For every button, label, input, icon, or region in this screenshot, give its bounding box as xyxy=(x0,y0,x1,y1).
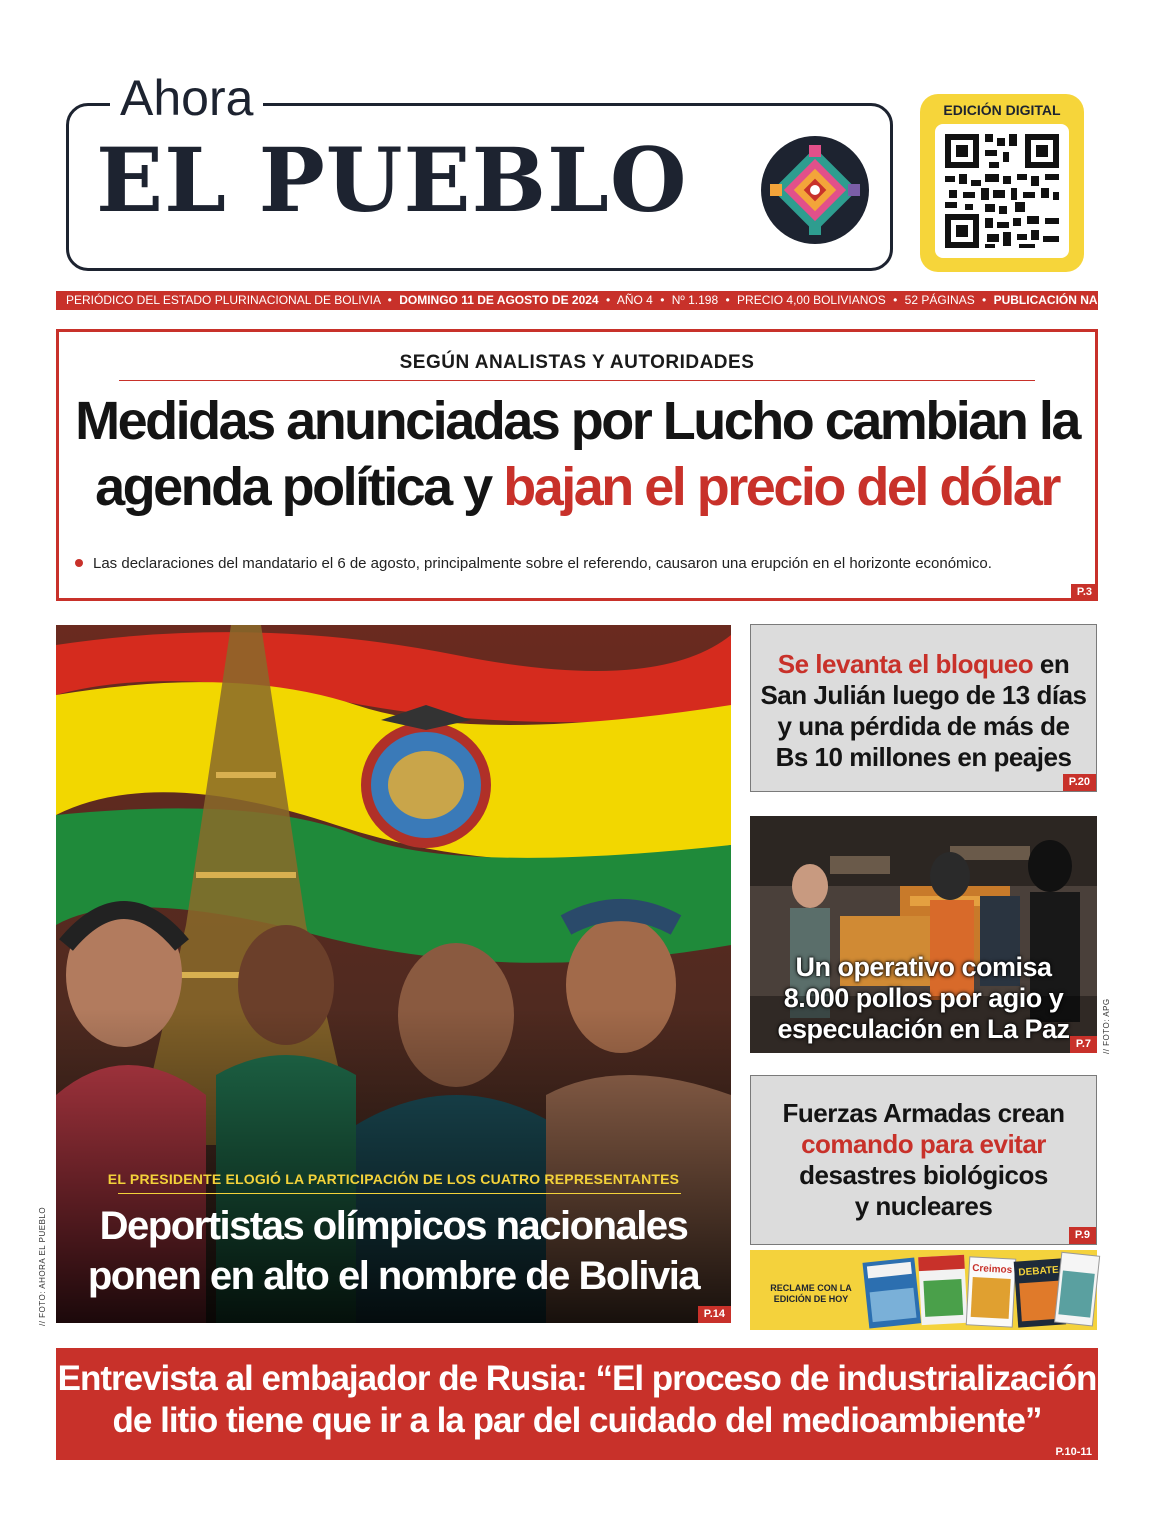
lead-story[interactable] xyxy=(56,329,1098,601)
photo-credit: // FOTO: AHORA EL PUEBLO xyxy=(38,1206,47,1326)
issue-number: Nº 1.198 xyxy=(671,293,719,307)
feature-headline[interactable] xyxy=(56,1201,731,1301)
armed-forces-story[interactable] xyxy=(750,1075,1097,1245)
lead-headline-line2 xyxy=(59,454,1095,520)
magazine-covers-icon xyxy=(862,1250,1097,1330)
page-count: 52 PÁGINAS xyxy=(904,293,975,307)
olympics-feature[interactable] xyxy=(56,625,731,1323)
promo-line2: EDICIÓN DE HOY xyxy=(773,1294,849,1304)
chicken-line2: 8.000 pollos por agio y xyxy=(783,983,1064,1013)
page-reference[interactable]: P.9 xyxy=(1069,1227,1096,1244)
chicken-line3: especulación en La Paz xyxy=(777,1014,1070,1044)
page-reference[interactable]: P.7 xyxy=(1070,1036,1097,1053)
russia-interview-banner[interactable] xyxy=(56,1348,1098,1460)
promo-line1: RECLAME CON LA xyxy=(770,1283,852,1293)
edition-info-bar xyxy=(56,291,1144,310)
feature-headline-line1: Deportistas olímpicos nacionales xyxy=(99,1204,688,1248)
qr-code-icon[interactable] xyxy=(935,124,1069,258)
separator: • xyxy=(605,293,611,307)
blockade-headline xyxy=(751,649,1096,773)
blockade-line2: San Julián luego de 13 días xyxy=(760,680,1087,710)
blockade-line1 xyxy=(751,649,1096,680)
lead-headline-line1: Medidas anunciadas por Lucho cambian la xyxy=(75,391,1079,451)
promo-text xyxy=(758,1283,864,1305)
page-reference[interactable]: P.10-11 xyxy=(1055,1446,1092,1458)
lead-headline[interactable] xyxy=(59,388,1095,520)
chicken-line1: Un operativo comisa xyxy=(795,952,1052,982)
edition-date: DOMINGO 11 DE AGOSTO DE 2024 xyxy=(399,293,599,307)
chicken-seizure-headline xyxy=(750,952,1097,1045)
publication-scope: PUBLICACIÓN NACIONAL xyxy=(993,293,1144,307)
interview-line2: de litio tiene que ir a la par del cuidado del medioambiente” xyxy=(112,1401,1042,1440)
blockade-highlight: Se levanta el bloqueo xyxy=(777,649,1034,679)
lead-headline-black: agenda política y xyxy=(95,457,504,517)
digital-edition-box[interactable] xyxy=(920,94,1084,272)
bullet-icon xyxy=(75,559,83,567)
page-reference[interactable]: P.14 xyxy=(698,1306,731,1323)
page-reference[interactable]: P.3 xyxy=(1071,584,1098,601)
edition-year: AÑO 4 xyxy=(616,293,653,307)
masthead-kicker: Ahora xyxy=(110,70,263,126)
armed-line4: y nucleares xyxy=(854,1191,993,1221)
divider xyxy=(119,380,1035,381)
feature-kicker: EL PRESIDENTE ELOGIÓ LA PARTICIPACIÓN DE LOS CUATRO REPRESENTANTES xyxy=(107,1171,680,1187)
separator: • xyxy=(982,293,987,307)
blockade-line1-rest: en xyxy=(1033,649,1070,679)
blockade-line3: y una pérdida de más de xyxy=(777,711,1070,741)
magazines-promo[interactable] xyxy=(750,1250,1097,1330)
armed-forces-headline xyxy=(751,1098,1096,1222)
separator: • xyxy=(725,293,730,307)
lead-summary: Las declaraciones del mandatario el 6 de agosto, principalmente sobre el referendo, causaron una erupción en el horizonte económico. xyxy=(93,555,992,572)
chicken-seizure-story[interactable] xyxy=(750,816,1097,1053)
magazine-title: DEBATE xyxy=(1018,1264,1060,1279)
blockade-line4: Bs 10 millones en peajes xyxy=(775,742,1072,772)
photo-credit: // FOTO: APG xyxy=(1102,998,1111,1054)
digital-edition-label: EDICIÓN DIGITAL xyxy=(943,102,1061,118)
armed-line3: desastres biológicos xyxy=(799,1160,1048,1190)
feature-headline-line2: ponen en alto el nombre de Bolivia xyxy=(87,1254,700,1298)
chakana-logo-icon xyxy=(760,135,870,245)
masthead-title: EL PUEBLO xyxy=(96,128,688,232)
divider xyxy=(118,1193,681,1194)
publisher-text: PERIÓDICO DEL ESTADO PLURINACIONAL DE BOLIVIA xyxy=(66,293,381,307)
separator: • xyxy=(387,293,392,307)
armed-line1: Fuerzas Armadas crean xyxy=(782,1098,1065,1128)
magazine-title: Creimos xyxy=(971,1262,1013,1277)
interview-line1: Entrevista al embajador de Rusia: “El proceso de industrialización xyxy=(57,1359,1097,1398)
armed-line2-highlight: comando para evitar xyxy=(801,1129,1046,1159)
lead-headline-highlight: bajan el precio del dólar xyxy=(503,457,1059,517)
cover-price: PRECIO 4,00 BOLIVIANOS xyxy=(737,293,886,307)
russia-interview-headline xyxy=(56,1358,1098,1442)
blockade-story[interactable] xyxy=(750,624,1097,792)
page-reference[interactable]: P.20 xyxy=(1063,774,1096,791)
separator: • xyxy=(660,293,665,307)
separator: • xyxy=(893,293,898,307)
lead-kicker: SEGÚN ANALISTAS Y AUTORIDADES xyxy=(399,352,755,373)
